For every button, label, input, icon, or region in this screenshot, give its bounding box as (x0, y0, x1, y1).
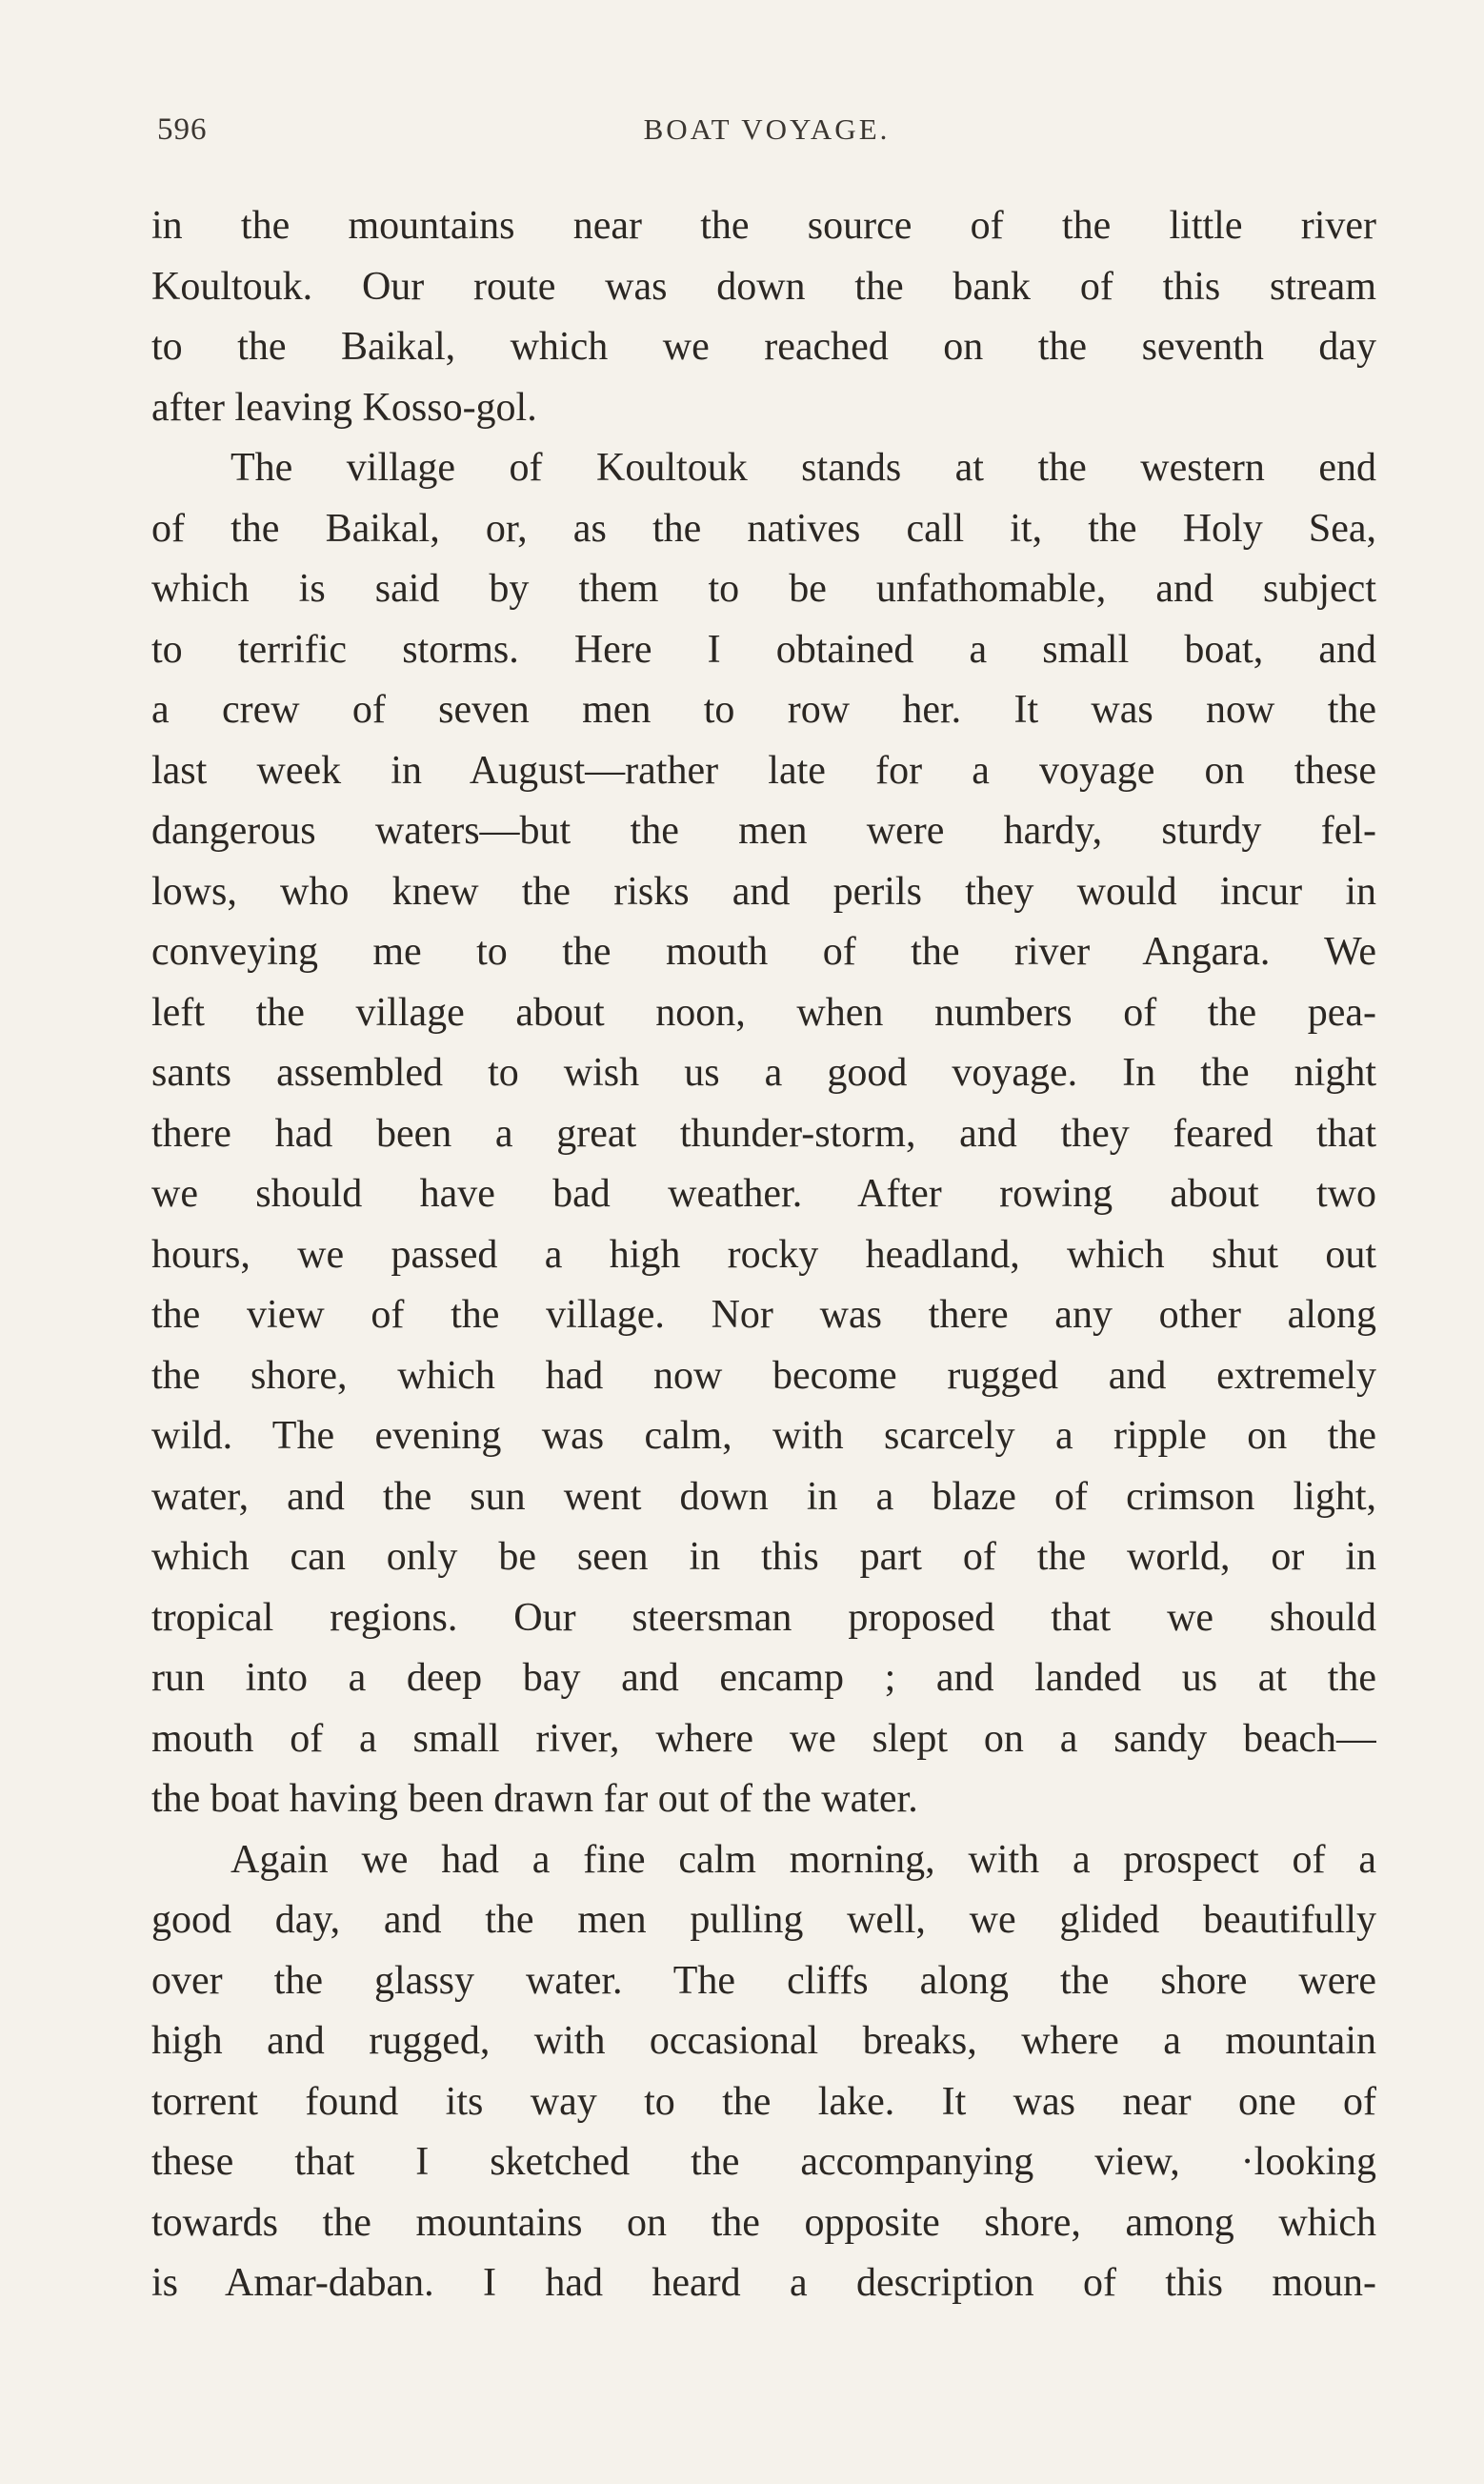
text-line: dangerous waters—but the men were hardy, sturdy fel- (151, 809, 1376, 853)
running-head (157, 112, 1376, 170)
text-line: water, and the sun went down in a blaze of crimson light, (151, 1474, 1376, 1519)
text-line: is Amar-daban. I had heard a description of this moun- (151, 2261, 1376, 2305)
text-line: these that I sketched the accompanying view, ·looking (151, 2140, 1376, 2184)
running-title: BOAT VOYAGE. (643, 112, 891, 146)
paragraph (151, 1830, 1376, 2314)
text-line: The village of Koultouk stands at the western end (231, 446, 1376, 490)
text-line: over the glassy water. The cliffs along the shore were (151, 1958, 1376, 2003)
text-line: towards the mountains on the opposite shore, among which (151, 2200, 1376, 2245)
text-line: lows, who knew the risks and perils they would incur in (151, 869, 1376, 914)
text-line: high and rugged, with occasional breaks, where a mountain (151, 2019, 1376, 2063)
text-line: to terrific storms. Here I obtained a small boat, and (151, 627, 1376, 672)
body-text (151, 196, 1376, 2314)
text-line: to the Baikal, which we reached on the seventh day (151, 325, 1376, 369)
text-line: in the mountains near the source of the little river (151, 204, 1376, 248)
text-line: there had been a great thunder-storm, and they feared that (151, 1111, 1376, 1156)
paragraph (151, 196, 1376, 438)
text-line: the view of the village. Nor was there any other along (151, 1293, 1376, 1337)
text-line: the boat having been drawn far out of the water. (151, 1777, 918, 1821)
page-number: 596 (157, 112, 208, 147)
text-line: tropical regions. Our steersman proposed that we should (151, 1595, 1376, 1640)
text-line: Again we had a fine calm morning, with a prospect of a (231, 1837, 1376, 1882)
text-line: torrent found its way to the lake. It was near one of (151, 2079, 1376, 2124)
text-line: Koultouk. Our route was down the bank of this stream (151, 264, 1376, 309)
text-line: a crew of seven men to row her. It was now the (151, 688, 1376, 732)
text-line: hours, we passed a high rocky headland, which shut out (151, 1232, 1376, 1277)
text-line: good day, and the men pulling well, we glided beautifully (151, 1898, 1376, 1942)
text-line: after leaving Kosso-gol. (151, 385, 537, 430)
text-line: which is said by them to be unfathomable, and subject (151, 567, 1376, 611)
text-line: we should have bad weather. After rowing about two (151, 1172, 1376, 1216)
paragraph (151, 438, 1376, 1830)
text-line: conveying me to the mouth of the river Angara. We (151, 930, 1376, 974)
text-line: the shore, which had now become rugged and extremely (151, 1353, 1376, 1398)
text-line: mouth of a small river, where we slept on a sandy beach— (151, 1716, 1376, 1761)
text-line: wild. The evening was calm, with scarcely a ripple on the (151, 1414, 1376, 1458)
text-line: run into a deep bay and encamp ; and landed us at the (151, 1656, 1376, 1700)
text-line: which can only be seen in this part of the world, or in (151, 1535, 1376, 1579)
text-line: last week in August—rather late for a voyage on these (151, 748, 1376, 793)
text-line: sants assembled to wish us a good voyage. In the night (151, 1051, 1376, 1095)
text-line: of the Baikal, or, as the natives call it, the Holy Sea, (151, 506, 1376, 551)
text-line: left the village about noon, when numbers of the pea- (151, 990, 1376, 1035)
